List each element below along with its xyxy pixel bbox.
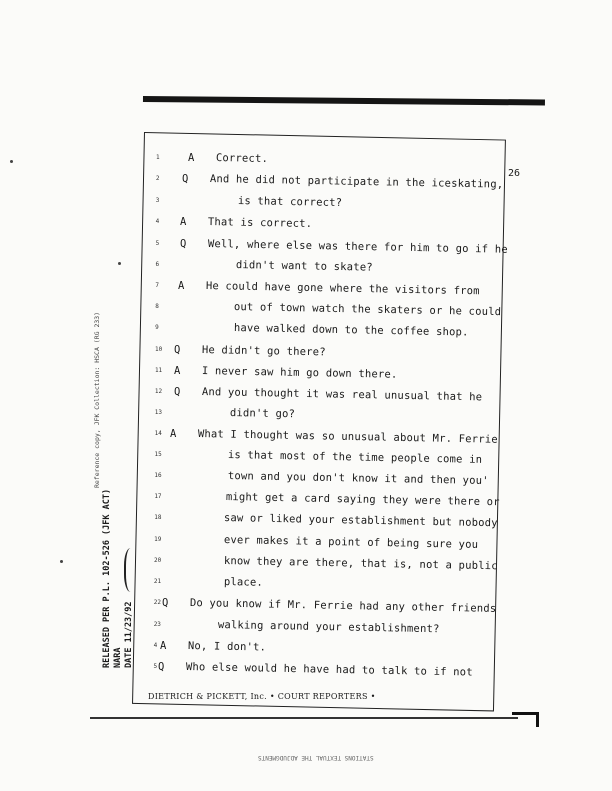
mirrored-bleed-text: STATIONS TEXTUAL THE ADJUDGMENTS	[258, 754, 374, 761]
line-number: 4	[155, 218, 160, 225]
speaker-label: Q	[182, 173, 189, 185]
transcript-text: Well, where else was there for him to go if he	[207, 238, 508, 256]
line-number: 12	[154, 388, 163, 395]
transcript-text: is that correct?	[237, 195, 343, 210]
transcript-text: ever makes it a point of being sure you	[223, 534, 479, 551]
speaker-label: Q	[174, 386, 181, 398]
line-number: 18	[154, 514, 162, 521]
speck	[60, 560, 63, 563]
speaker-label: A	[178, 280, 185, 292]
transcript-text: What I thought was so unusual about Mr. Ferrie	[197, 428, 498, 446]
transcript-text: saw or liked your establishment but nobody	[223, 512, 498, 530]
line-number: 19	[154, 536, 162, 543]
line-number: 9	[155, 324, 159, 331]
transcript-text: might get a card saying they were there or	[225, 491, 500, 509]
line-number: 5	[153, 663, 158, 670]
release-stamp-line1: RELEASED PER P.L. 102-526 (JFK ACT)	[102, 488, 112, 668]
line-number: 20	[154, 557, 162, 564]
line-number: 22	[153, 599, 162, 606]
line-number: 16	[154, 472, 162, 479]
line-number: 2	[155, 175, 160, 182]
transcript-text: out of town watch the skaters or he could	[233, 301, 502, 319]
speaker-label: A	[170, 428, 177, 440]
corner-mark	[512, 712, 539, 727]
speaker-label: A	[160, 640, 167, 652]
speaker-label: Q	[158, 661, 165, 673]
line-number: 23	[153, 621, 161, 628]
transcript-text: And you thought it was real unusual that he	[201, 386, 483, 404]
reference-copy-label: Reference copy, JFK Collection: HSCA (RG 233)	[93, 311, 101, 488]
reporter-footer: DIETRICH & PICKETT, Inc. • COURT REPORTERS •	[148, 692, 376, 701]
transcript-text: He could have gone where the visitors from	[205, 280, 480, 298]
speaker-label: Q	[180, 238, 187, 250]
line-number: 1	[156, 154, 160, 161]
line-number: 4	[153, 642, 158, 649]
transcript-text: I never saw him go down there.	[201, 365, 398, 381]
line-number: 8	[155, 303, 159, 310]
line-number: 13	[154, 409, 162, 416]
line-number: 21	[153, 578, 162, 585]
release-stamp-line2: NARA	[113, 647, 123, 668]
line-number: 15	[154, 451, 162, 458]
speaker-label: A	[188, 152, 195, 164]
line-number: 7	[155, 282, 159, 289]
transcript-text: Do you know if Mr. Ferrie had any other friends	[189, 597, 497, 615]
speck	[10, 160, 13, 163]
line-number: 17	[154, 493, 162, 500]
transcript-text: That is correct.	[207, 216, 313, 231]
line-number: 11	[154, 367, 163, 374]
transcript-text: know they are there, that is, not a public	[223, 555, 498, 573]
speaker-label: A	[180, 216, 187, 228]
transcript-text: No, I don't.	[187, 640, 267, 654]
page-number: 26	[508, 168, 521, 179]
line-number: 5	[155, 240, 160, 247]
speaker-label: A	[174, 365, 181, 377]
transcript-text: didn't go?	[229, 407, 296, 421]
transcript-text: town and you don't know it and then you'	[227, 470, 489, 488]
speck	[118, 262, 121, 265]
line-number: 14	[154, 430, 162, 437]
transcript-text: Who else would he have had to talk to if not	[185, 661, 473, 679]
signature-mark	[124, 548, 140, 592]
transcript-text: didn't want to skate?	[235, 259, 373, 274]
transcript-text: is that most of the time people come in	[227, 449, 483, 466]
transcript-text: He didn't go there?	[201, 344, 326, 359]
line-number: 6	[155, 261, 160, 268]
bottom-rule	[90, 717, 518, 719]
speaker-label: Q	[162, 597, 169, 609]
release-stamp-line3: DATE 11/23/92	[124, 601, 134, 668]
line-number: 10	[155, 346, 163, 353]
transcript-text: place.	[223, 576, 264, 589]
line-number: 3	[155, 197, 160, 204]
transcript-text: walking around your establishment?	[217, 619, 440, 636]
transcript-text: Correct.	[215, 152, 269, 165]
transcript-text: have walked down to the coffee shop.	[233, 322, 469, 339]
speaker-label: Q	[174, 344, 181, 356]
transcript-text: And he did not participate in the iceskating,	[209, 173, 504, 191]
